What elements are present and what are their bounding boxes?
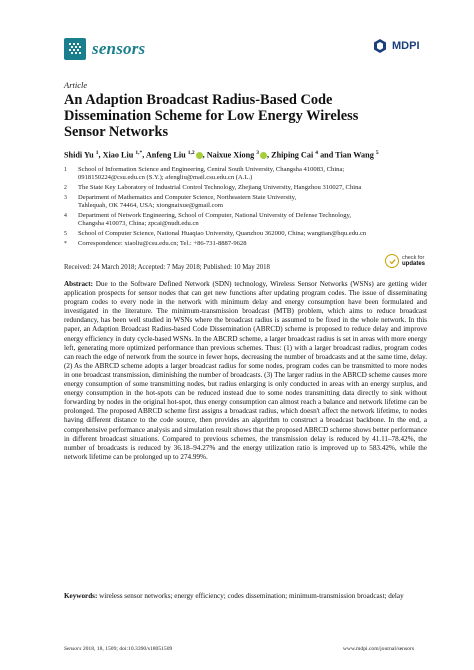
author-sup: 1	[95, 150, 99, 156]
affiliation-line: 0918150224@csu.edu.cn (S.Y.); afengliu@mail.csu.edu.cn (A.L.)	[78, 174, 253, 181]
publisher-logo	[372, 38, 420, 54]
author-sup: 5	[375, 150, 379, 156]
affiliation-line: Correspondence: xiaoliu@csu.edu.cn; Tel.: +86-731-8887-9628	[78, 240, 247, 247]
abstract-label: Abstract:	[64, 280, 93, 288]
article-type: Article	[64, 80, 88, 90]
check-for-updates-badge[interactable]	[385, 254, 425, 268]
journal-url[interactable]: www.mdpi.com/journal/sensors	[342, 646, 414, 652]
keywords	[64, 592, 427, 601]
check-updates-line2: updates	[402, 261, 426, 267]
affiliation-number: 5	[64, 231, 67, 237]
keywords-text: wireless sensor networks; energy efficiency; codes dissemination; minimum-transmission broadcast; delay	[99, 592, 404, 600]
citation-details: 2018, 18, 1509; doi:10.3390/s18051509	[82, 646, 173, 652]
keywords-label: Keywords:	[64, 592, 98, 600]
publication-dates: Received: 24 March 2018; Accepted: 7 May 2018; Published: 10 May 2018	[64, 264, 270, 271]
author-name: Tian Wang	[335, 150, 374, 160]
publisher-logo-icon	[372, 38, 388, 54]
affiliation-number: 2	[64, 185, 67, 191]
affiliation-line: School of Computer Science, National Huaqiao University, Quanzhou 362000, China; wangtian@hqu.edu.cn	[78, 230, 367, 237]
author-sup: 4	[315, 150, 319, 156]
affiliation-line: Department of Mathematics and Computer Science, Northeastern State University,	[78, 194, 297, 201]
citation-journal: Sensors	[64, 646, 82, 652]
affiliation-number: 3	[64, 195, 67, 201]
affiliation-number: 1	[64, 167, 67, 173]
journal-logo	[64, 38, 145, 60]
author-name: Shidi Yu	[64, 150, 94, 160]
author-sup: 1,*	[135, 150, 143, 156]
author-sup: 1,2	[187, 150, 195, 156]
affiliation-line: Changsha 410073, China; zpcai@nudt.edu.cn	[78, 220, 199, 227]
author-name: Naixue Xiong	[206, 150, 255, 160]
check-updates-icon	[385, 254, 399, 268]
author-sup: 3	[256, 150, 260, 156]
abstract	[64, 280, 427, 462]
check-updates-line1: check for	[402, 255, 425, 261]
journal-logo-icon	[64, 38, 86, 60]
author-name: Anfeng Liu	[145, 150, 186, 160]
affiliation-line: Tahlequah, OK 74464, USA; xiongnaixue@gmail.com	[78, 202, 223, 209]
affiliation-line: The State Key Laboratory of Industrial Control Technology, Zhejiang University, Hangzhou 310027, China	[78, 184, 362, 191]
orcid-icon[interactable]	[196, 152, 203, 159]
affiliation-number: *	[64, 241, 67, 247]
publisher-name: MDPI	[392, 40, 420, 52]
affiliation-line: Department of Network Engineering, School of Computer, National University of Defense Technology,	[78, 212, 352, 219]
paper-title: An Adaption Broadcast Radius-Based Code Dissemination Scheme for Low Energy Wireless Sensor Networks	[64, 92, 359, 140]
orcid-icon[interactable]	[260, 152, 267, 159]
check-updates-text	[402, 255, 425, 267]
affiliation-number: 4	[64, 213, 67, 219]
affiliation-line: School of Information Science and Engineering, Central South University, Changsha 410083, China;	[78, 166, 345, 173]
author-name: Xiao Liu	[102, 150, 134, 160]
journal-name: sensors	[92, 39, 146, 58]
author-list: Shidi Yu $^1$, Xiao Liu $^{1,*}$, Anfeng Liu $^{1,2}$ , Naixue Xiong $^3$ , Zhiping Cai $^4$ and Tian Wang $^5$	[64, 150, 379, 160]
author-name: Zhiping Cai	[271, 150, 314, 160]
abstract-text: Due to the Software Defined Network (SDN) technology, Wireless Sensor Networks (WSNs) are getting wider application prospects for sensor nodes that can get new functions after updating program codes. The issue of disseminating program codes to every node in the network with minimum delay and energy consumption have been formulated and investigated in the literature. The minimum-transmission broadcast (MTB) problem, which aims to reduce broadcast redundancy, has been well studied in WSNs where the broadcast radius is assumed to be fixed in the whole network. In this paper, an Adaption Broadcast Radius-based Code Dissemination (ABRCD) scheme is proposed to reduce delay and improve energy efficiency in duty cycle-based WSNs. In the ABCRD scheme, a larger broadcast radius is set in areas with more energy left, generating more optimized performance than previous schemes. Thus: (1) with a larger broadcast radius, program codes can reach the edge of network from the source in fewer hops, decreasing the number of broadcasts and at the same time, delay. (2) As the ABRCD scheme adopts a larger broadcast radius for some nodes, program codes can be transmitted to more nodes in one broadcast transmission, diminishing the number of broadcasts. (3) The larger radius in the ABRCD scheme causes more energy consumption of some transmitting nodes, but radius enlarging is only conducted in areas with an energy surplus, and energy consumption in the hot-spots can be reduced instead due to some nodes transmitting data directly to sink without forwarding by nodes in the original hot-spot, thus energy consumption can almost reach a balance and network lifetime can be prolonged. The proposed ABRCD scheme first assigns a broadcast radius, which doesn't affect the network lifetime, to nodes having different distance to the code source, then provides an algorithm to construct a broadcast backbone. In the end, a comprehensive performance analysis and simulation result shows that the proposed ABRCD scheme shows better performance in different broadcast situations. Compared to previous schemes, the transmission delay is reduced by 41.11–78.42%, the number of broadcasts is reduced by 36.18–94.27% and the energy utilization ratio is improved up to 583.42%, while the network lifetime can be prolonged up to 274.99%.	[64, 280, 427, 461]
citation	[64, 646, 172, 652]
